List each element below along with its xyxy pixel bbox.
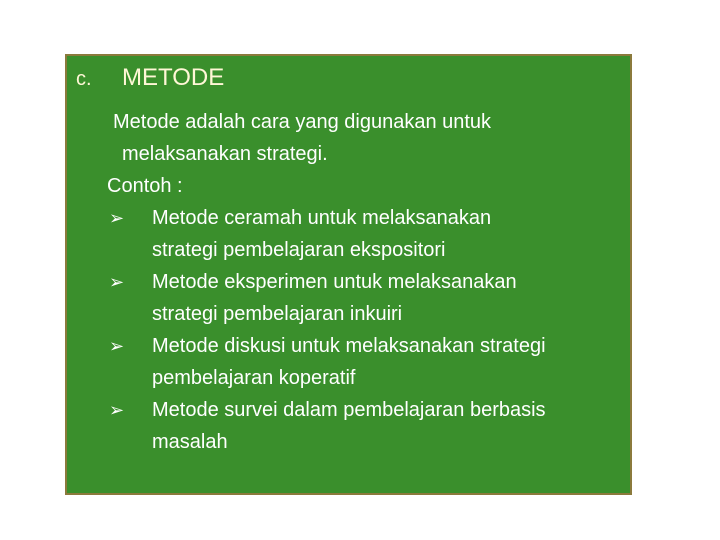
section-title: METODE [122,64,225,91]
example-list [107,202,546,458]
example-label: Contoh : [107,175,183,197]
arrow-bullet-icon: ➢ [109,336,125,356]
list-item [107,202,546,266]
arrow-bullet-icon: ➢ [109,208,125,228]
arrow-bullet-icon: ➢ [109,272,125,292]
arrow-bullet-icon: ➢ [109,400,125,420]
list-item-line-2: strategi pembelajaran inkuiri [152,303,403,325]
list-item-line-2: strategi pembelajaran ekspositori [152,239,446,261]
list-item [107,394,546,458]
definition-line-1: Metode adalah cara yang digunakan untuk [113,111,492,133]
list-item-line-1: Metode survei dalam pembelajaran berbasis [152,399,546,421]
list-item-line-1: Metode ceramah untuk melaksanakan [152,207,492,229]
list-item [107,330,546,394]
section-letter: c. [76,68,92,90]
list-item-line-1: Metode diskusi untuk melaksanakan strategi [152,335,546,357]
content-panel [65,54,632,495]
list-item [107,266,546,330]
section-heading [76,64,224,92]
list-item-line-2: pembelajaran koperatif [152,367,356,389]
list-item-line-1: Metode eksperimen untuk melaksanakan [152,271,517,293]
list-item-line-2: masalah [152,431,228,453]
definition-line-2: melaksanakan strategi. [122,143,328,165]
